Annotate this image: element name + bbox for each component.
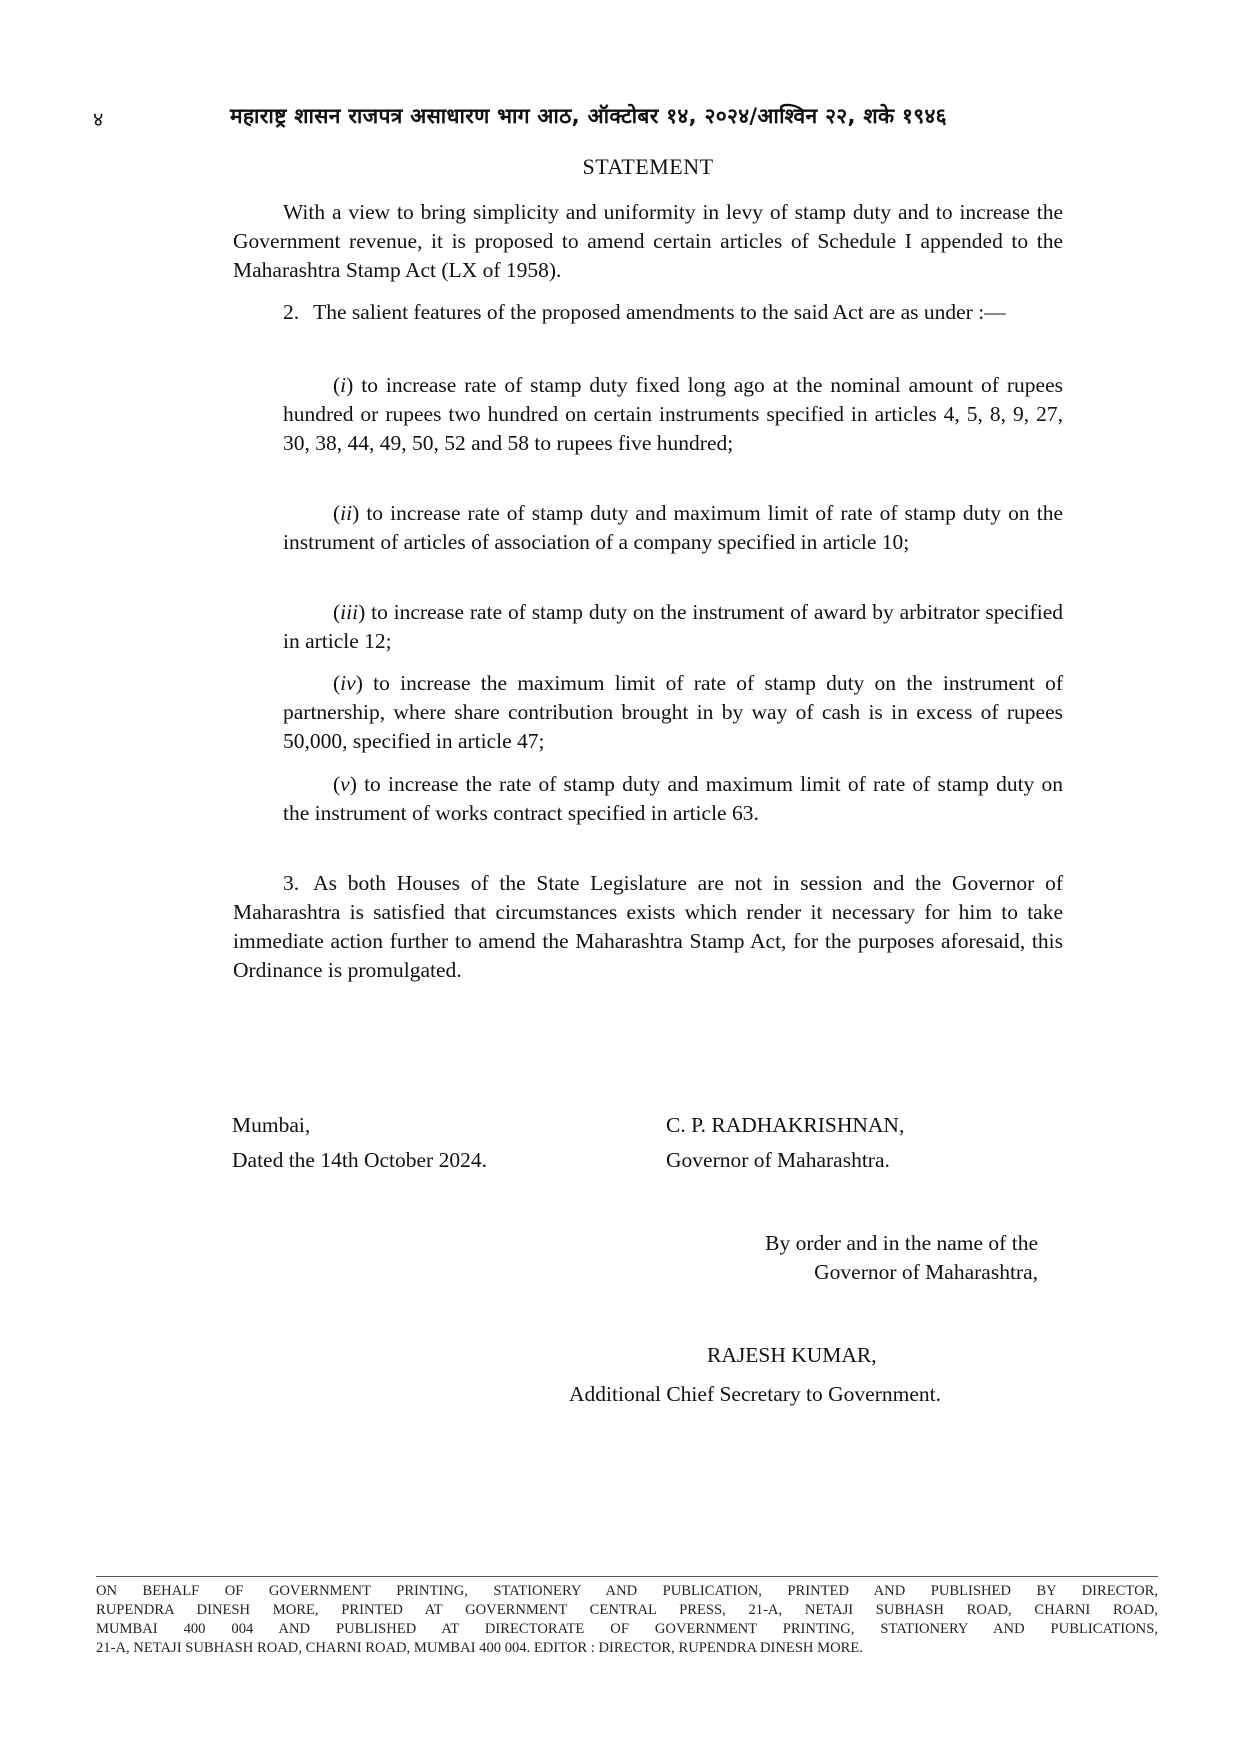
item-text: to increase rate of stamp duty and maximum limit of rate of stamp duty on the instrument of articles of association of a company specified in article 10; [283,501,1063,554]
item-label: i [340,373,347,397]
item-label: v [340,772,350,796]
signing-place: Mumbai, [232,1113,311,1137]
statement-paragraph-3 [233,869,1063,985]
item-text: to increase rate of stamp duty on the instrument of award by arbitrator specified in article 12; [283,600,1063,653]
order-line-1: By order and in the name of the [765,1231,1038,1255]
imprint-line: MUMBAI 400 004 AND PUBLISHED AT DIRECTORATE OF GOVERNMENT PRINTING, STATIONERY AND PUBLICATIONS, [96,1621,1158,1637]
secretary-title: Additional Chief Secretary to Government. [569,1382,941,1406]
paragraph-number: 3. [283,871,300,895]
imprint-line: 21-A, NETAJI SUBHASH ROAD, CHARNI ROAD, MUMBAI 400 004. EDITOR : DIRECTOR, RUPENDRA DINESH MORE. [96,1640,863,1656]
secretary-name: RAJESH KUMAR, [707,1343,877,1367]
footer-divider [96,1576,1158,1577]
gazette-running-header: महाराष्ट्र शासन राजपत्र असाधारण भाग आठ, ऑक्टोबर १४, २०२४/आश्विन २२, शके १९४६ [230,104,947,128]
item-label: iv [340,671,356,695]
paragraph-text: The salient features of the proposed amendments to the said Act are as under :— [313,300,1006,324]
governor-title: Governor of Maharashtra. [666,1148,890,1172]
imprint-line: RUPENDRA DINESH MORE, PRINTED AT GOVERNMENT CENTRAL PRESS, 21-A, NETAJI SUBHASH ROAD, CHARNI ROAD, [96,1602,1158,1618]
item-label: iii [340,600,359,624]
list-item: (v) to increase the rate of stamp duty and maximum limit of rate of stamp duty on the instrument of works contract specified in article 63. [283,772,1063,825]
order-line-2: Governor of Maharashtra, [814,1260,1038,1284]
list-item: (iii) to increase rate of stamp duty on the instrument of award by arbitrator specified in article 12; [283,600,1063,653]
imprint-line: ON BEHALF OF GOVERNMENT PRINTING, STATIONERY AND PUBLICATION, PRINTED AND PUBLISHED BY DIRECTOR, [96,1583,1158,1599]
statement-title: STATEMENT [582,154,714,179]
paragraph-text: As both Houses of the State Legislature are not in session and the Governor of Maharashtra is satisfied that circumstances exists which render it necessary for him to take immediate action further to amend the Maharashtra Stamp Act, for the purposes aforesaid, this Ordinance is promulgated. [233,871,1063,982]
printer-imprint [96,1582,1158,1658]
item-text: to increase rate of stamp duty fixed long ago at the nominal amount of rupees hundred or rupees two hundred on certain instruments specified in articles 4, 5, 8, 9, 27, 30, 38, 44, 49, 50, 52 and 58 to rupees five hundred; [283,373,1063,455]
signing-date: Dated the 14th October 2024. [232,1148,487,1172]
item-text: to increase the maximum limit of rate of stamp duty on the instrument of partnership, where share contribution brought in by way of cash is in excess of rupees 50,000, specified in article 47; [283,671,1063,753]
item-label: ii [340,501,353,525]
statement-paragraph-1: With a view to bring simplicity and uniformity in levy of stamp duty and to increase the Government revenue, it is proposed to amend certain articles of Schedule I appended to the Maharashtra Stamp Act (LX of 1958). [233,200,1063,282]
page-number: ४ [93,107,104,131]
governor-name: C. P. RADHAKRISHNAN, [666,1113,905,1137]
list-item: (i) to increase rate of stamp duty fixed long ago at the nominal amount of rupees hundred or rupees two hundred on certain instruments specified in articles 4, 5, 8, 9, 27, 30, 38, 44, 49, 50, 52 and 58 to rupees five hundred; [283,373,1063,455]
statement-paragraph-2 [233,298,1063,327]
list-item: (ii) to increase rate of stamp duty and maximum limit of rate of stamp duty on the instrument of articles of association of a company specified in article 10; [283,501,1063,554]
list-item: (iv) to increase the maximum limit of rate of stamp duty on the instrument of partnership, where share contribution brought in by way of cash is in excess of rupees 50,000, specified in article 47; [283,671,1063,753]
paragraph-number: 2. [283,300,300,324]
item-text: to increase the rate of stamp duty and maximum limit of rate of stamp duty on the instrument of works contract specified in article 63. [283,772,1063,825]
